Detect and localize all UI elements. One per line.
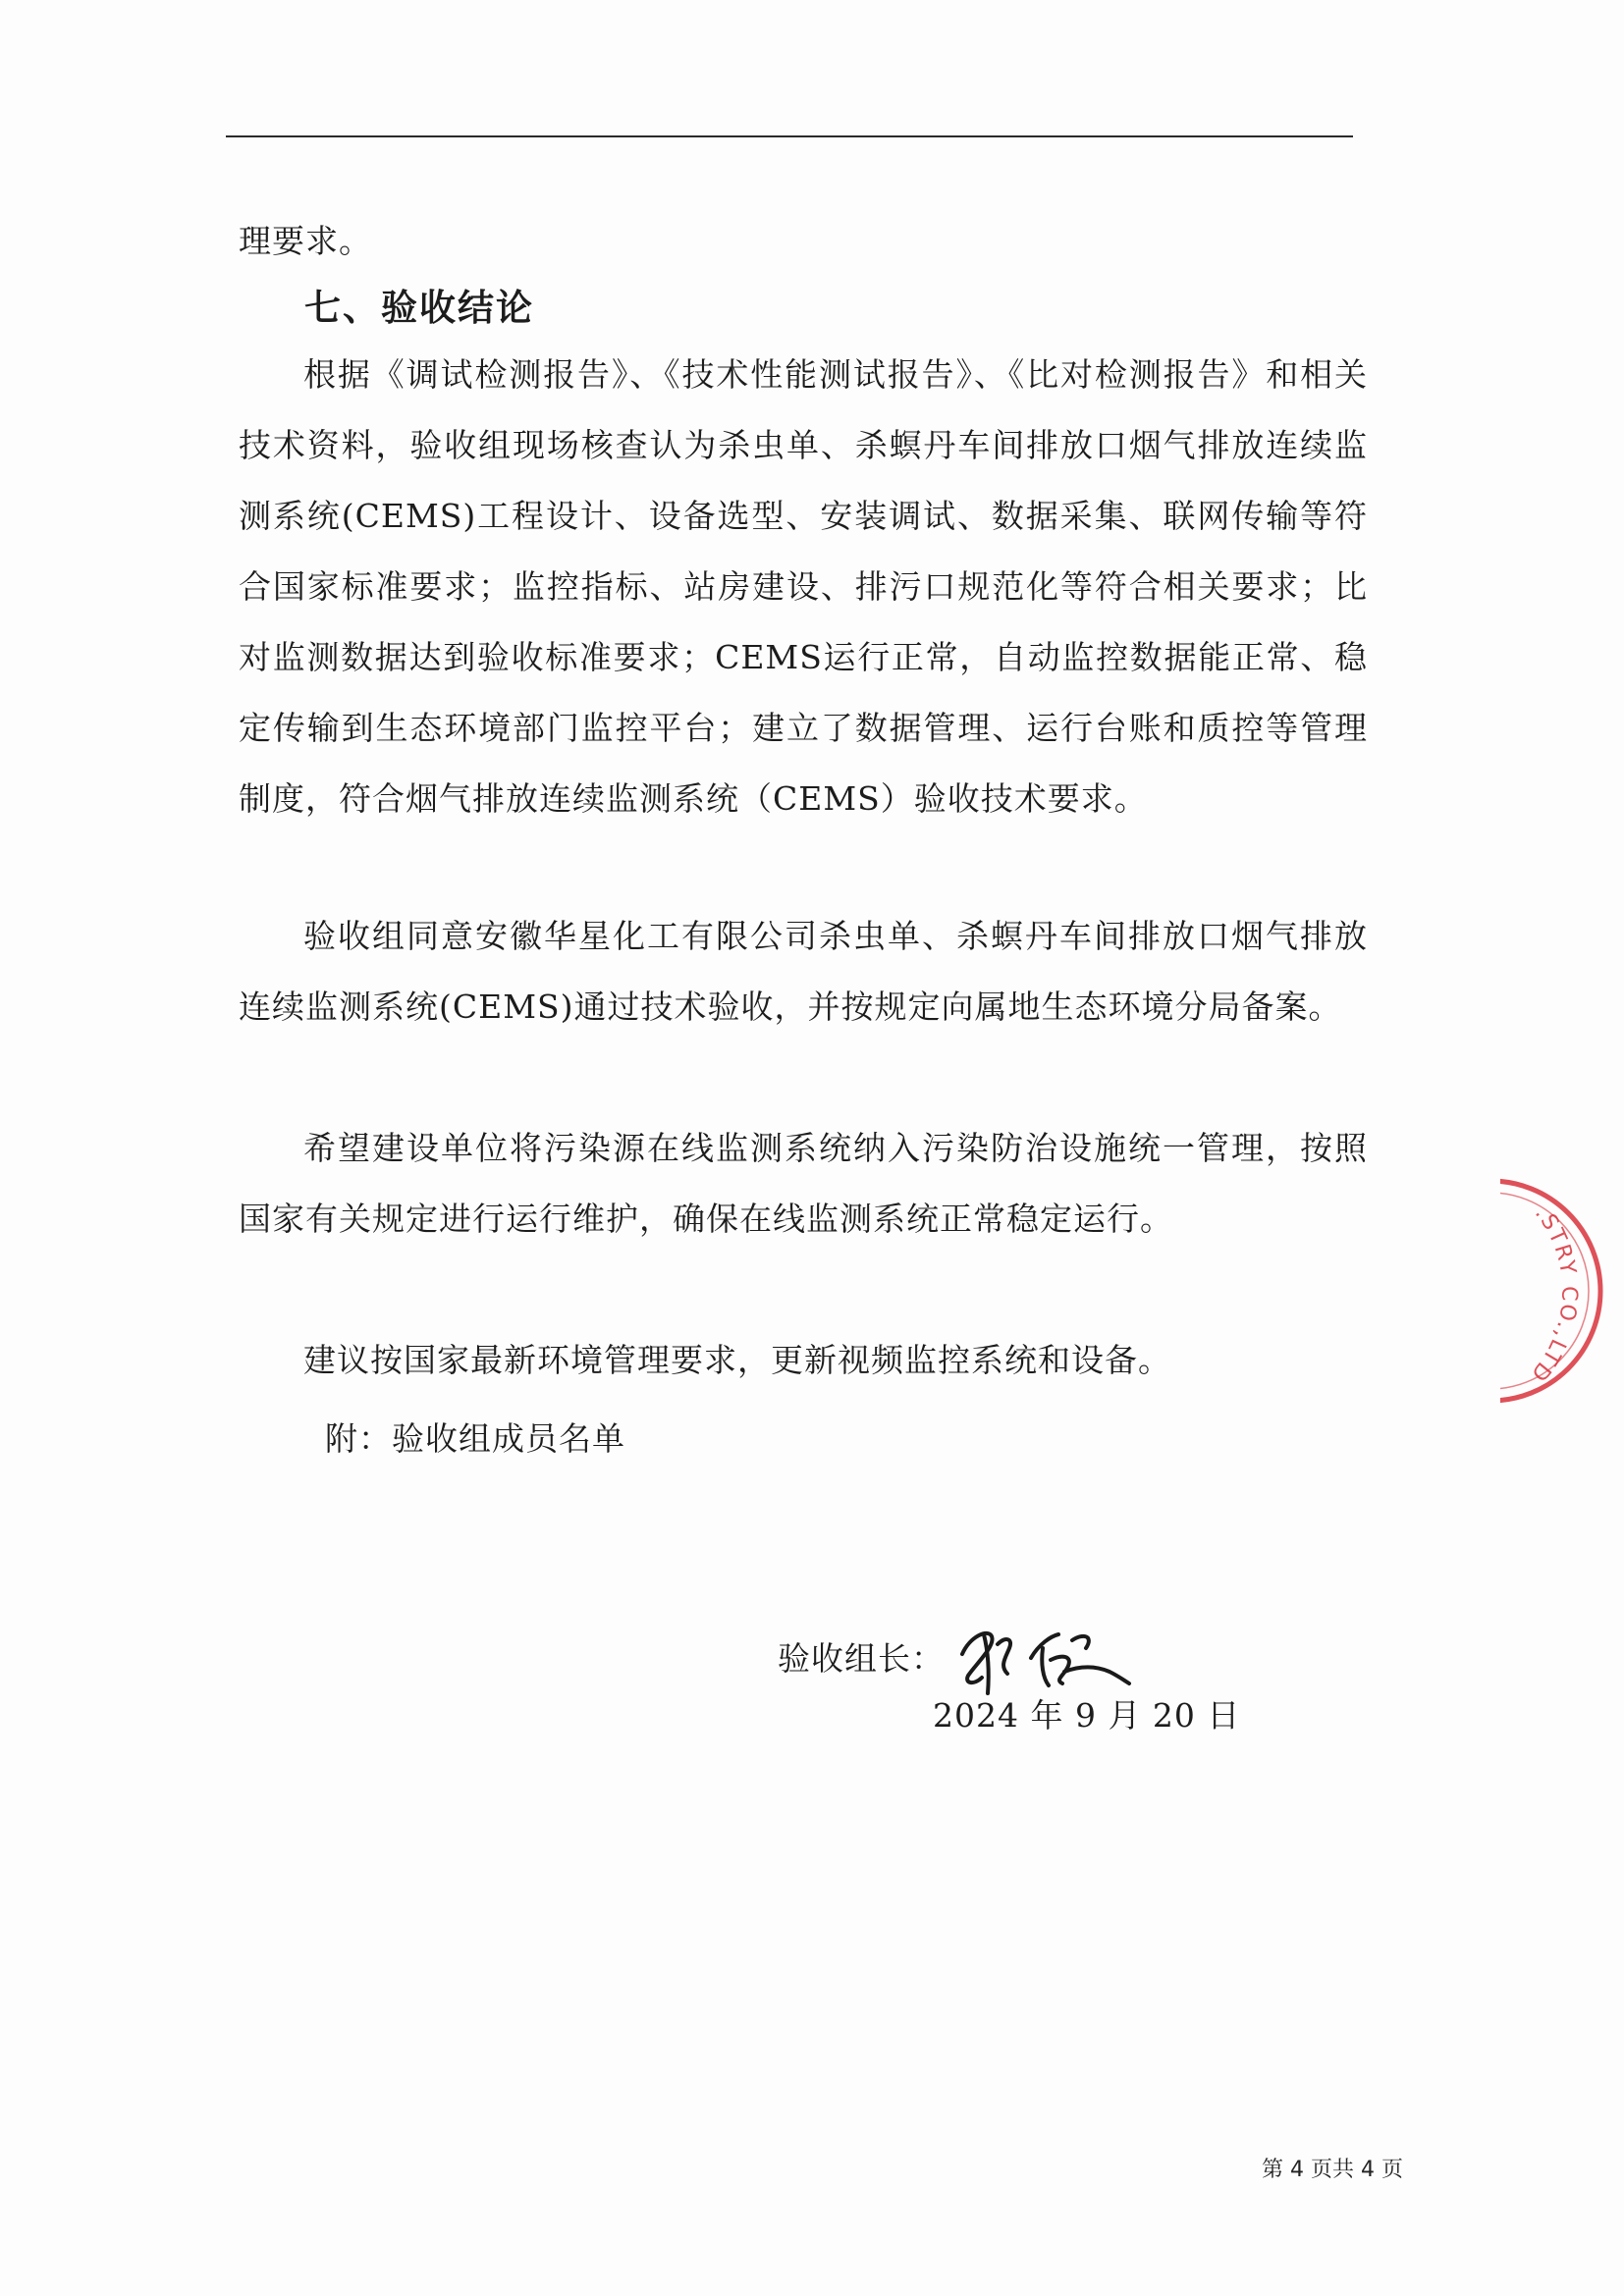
- svg-text:.STRY CO.,LTD: .STRY CO.,LTD: [1524, 1201, 1582, 1387]
- paragraph-recommendation: 希望建设单位将污染源在线监测系统纳入污染防治设施统一管理，按照国家有关规定进行运行维护，确保在线监测系统正常稳定运行。: [239, 1129, 1368, 1238]
- attachment-note: 附：验收组成员名单: [325, 1419, 625, 1458]
- signer-label: 验收组长：: [778, 1639, 945, 1678]
- paragraph-suggestion: 建议按国家最新环境管理要求，更新视频监控系统和设备。: [303, 1341, 1171, 1379]
- page-number: 第 4 页共 4 页: [1262, 2158, 1403, 2182]
- paragraph-approval: 验收组同意安徽华星化工有限公司杀虫单、杀螟丹车间排放口烟气排放连续监测系统(CEMS)通过技术验收，并按规定向属地生态环境分局备案。: [239, 917, 1368, 1026]
- continuation-text: 理要求。: [239, 222, 372, 260]
- signing-date: 2024 年 9 月 20 日: [933, 1696, 1241, 1735]
- paragraph-conclusion: 根据《调试检测报告》、《技术性能测试报告》、《比对检测报告》和相关技术资料，验收组现场核查认为杀虫单、杀螟丹车间排放口烟气排放连续监测系统(CEMS)工程设计、设备选型、安装调试、数据采集、联网传输等符合国家标准要求；监控指标、站房建设、排污口规范化等符合相关要求；比对监测数据达到验收标准要求；CEMS运行正常，自动监控数据能正常、稳定传输到生态环境部门监控平台；建立了数据管理、运行台账和质控等管理制度，符合烟气排放连续监测系统（CEMS）验收技术要求。: [239, 355, 1368, 818]
- company-seal-fragment: [1500, 1168, 1624, 1414]
- section-title: 七、验收结论: [304, 287, 534, 329]
- header-rule: [226, 135, 1353, 137]
